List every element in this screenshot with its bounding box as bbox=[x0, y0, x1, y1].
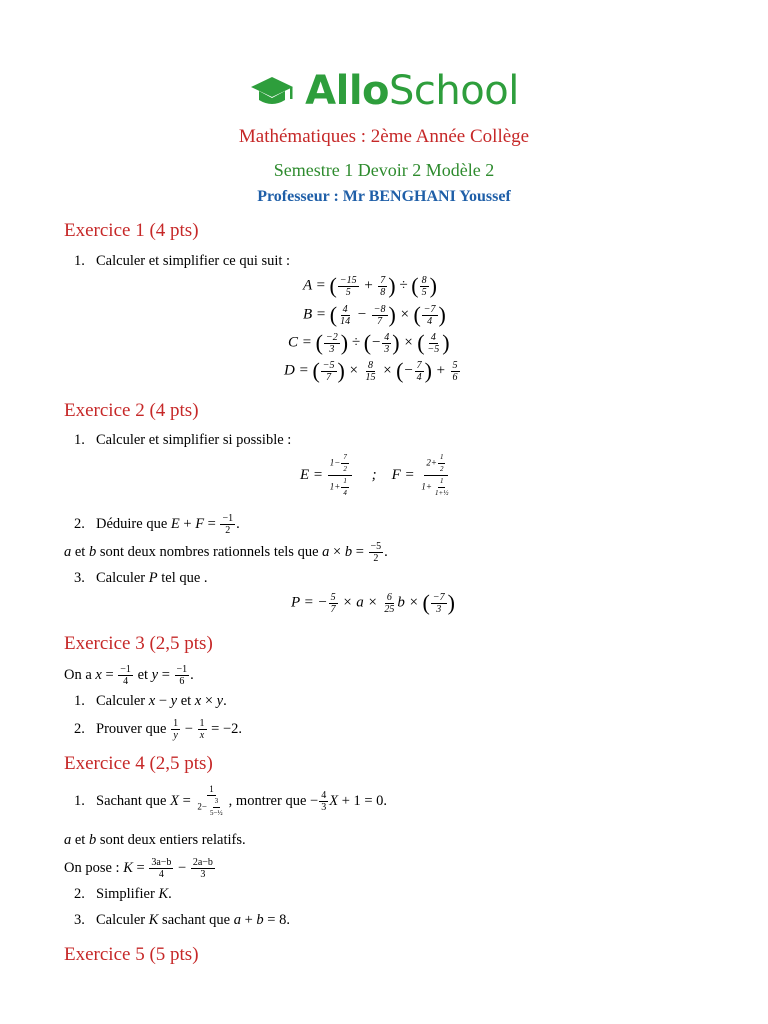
exercise-2-title: Exercice 2 (4 pts) bbox=[64, 400, 199, 421]
semester-title: Semestre 1 Devoir 2 Modèle 2 bbox=[273, 160, 495, 180]
exercise-1-title: Exercice 1 (4 pts) bbox=[64, 220, 199, 241]
exercise-3-title: Exercice 3 (2,5 pts) bbox=[64, 633, 213, 654]
ex2-item-2: 2. Déduire que E + F = $\frac{-1}{2}$ . bbox=[74, 513, 240, 536]
ex3-item-1: 1. Calculer x − y et x × y. bbox=[74, 693, 227, 709]
professor-name: Professeur : Mr BENGHANI Youssef bbox=[257, 188, 511, 205]
ex4-item-2: 2. Simplifier K. bbox=[74, 886, 172, 902]
ex4-pose: On pose : K = $\frac{3a-b}{4}$ − $\frac{2a-b}{3}$ bbox=[64, 857, 213, 880]
ex3-item-2: 2. Prouver que $\frac{1}{y}$ − $\frac{1}{x}$ = −2. bbox=[74, 718, 243, 741]
logo-text-light: School bbox=[389, 68, 519, 114]
ex3-intro: On a x = $\frac{-1}{4}$ et y = $\frac{-1}{6}$ . bbox=[64, 664, 194, 687]
ex1-item-1: 1. Calculer et simplifier ce qui suit : bbox=[74, 253, 291, 269]
ex4-item-3: 3. Calculer K sachant que a + b = 8. bbox=[74, 912, 290, 928]
ex2-ab-statement: a et b sont deux nombres rationnels tels que a × b = $\frac{-5}{2}$ . bbox=[64, 541, 388, 564]
exercise-4-title: Exercice 4 (2,5 pts) bbox=[64, 753, 213, 774]
equation-D: D = ( $\frac{-5}{7}$ ) × $\frac{8}{15}$ × (− $\frac{7}{4}$ ) + $\frac{5}{6}$ bbox=[284, 358, 458, 383]
equation-B: B = ( $\frac{4}{14}$ − $\frac{-8}{7}$ ) × ( $\frac{-7}{4}$ ) bbox=[303, 302, 446, 327]
graduation-cap-icon bbox=[249, 73, 295, 109]
ex4-ab-statement: a et b sont deux entiers relatifs. bbox=[64, 832, 246, 848]
ex2-item-1: 1. Calculer et simplifier si possible : bbox=[74, 432, 292, 448]
logo-text-bold: Allo bbox=[305, 68, 390, 114]
exercise-5-title: Exercice 5 (5 pts) bbox=[64, 944, 199, 965]
equation-P: P = − $\frac{5}{7}$ × a × $\frac{6}{25}$ b × ( $\frac{-7}{3}$ ) bbox=[291, 590, 455, 615]
equation-E-F: E = 1− $\frac{7}{2}$ 1+ $\frac{1}{4}$ ; F = 2+ $\frac{1}{2}$ 1+ $\frac{1}{\text{1+½}}$ bbox=[300, 453, 449, 497]
ex2-item-3: 3. Calculer P tel que . bbox=[74, 570, 208, 586]
ex4-item-1: 1. Sachant que X = 1 2− $\frac{3}{\text{5−½}}$ , montrer que − $\frac{4}{3}$ X + 1 = 0. bbox=[74, 784, 388, 817]
alloschool-logo bbox=[0, 68, 768, 114]
equation-C: C = ( $\frac{-2}{3}$ ) ÷ (− $\frac{4}{3}$ ) × ( $\frac{4}{-5}$ ) bbox=[288, 330, 450, 355]
subject-title: Mathématiques : 2ème Année Collège bbox=[238, 126, 530, 147]
equation-A: A = ( $\frac{-15}{5}$ + $\frac{7}{8}$ ) ÷ ( $\frac{8}{5}$ ) bbox=[303, 273, 437, 298]
